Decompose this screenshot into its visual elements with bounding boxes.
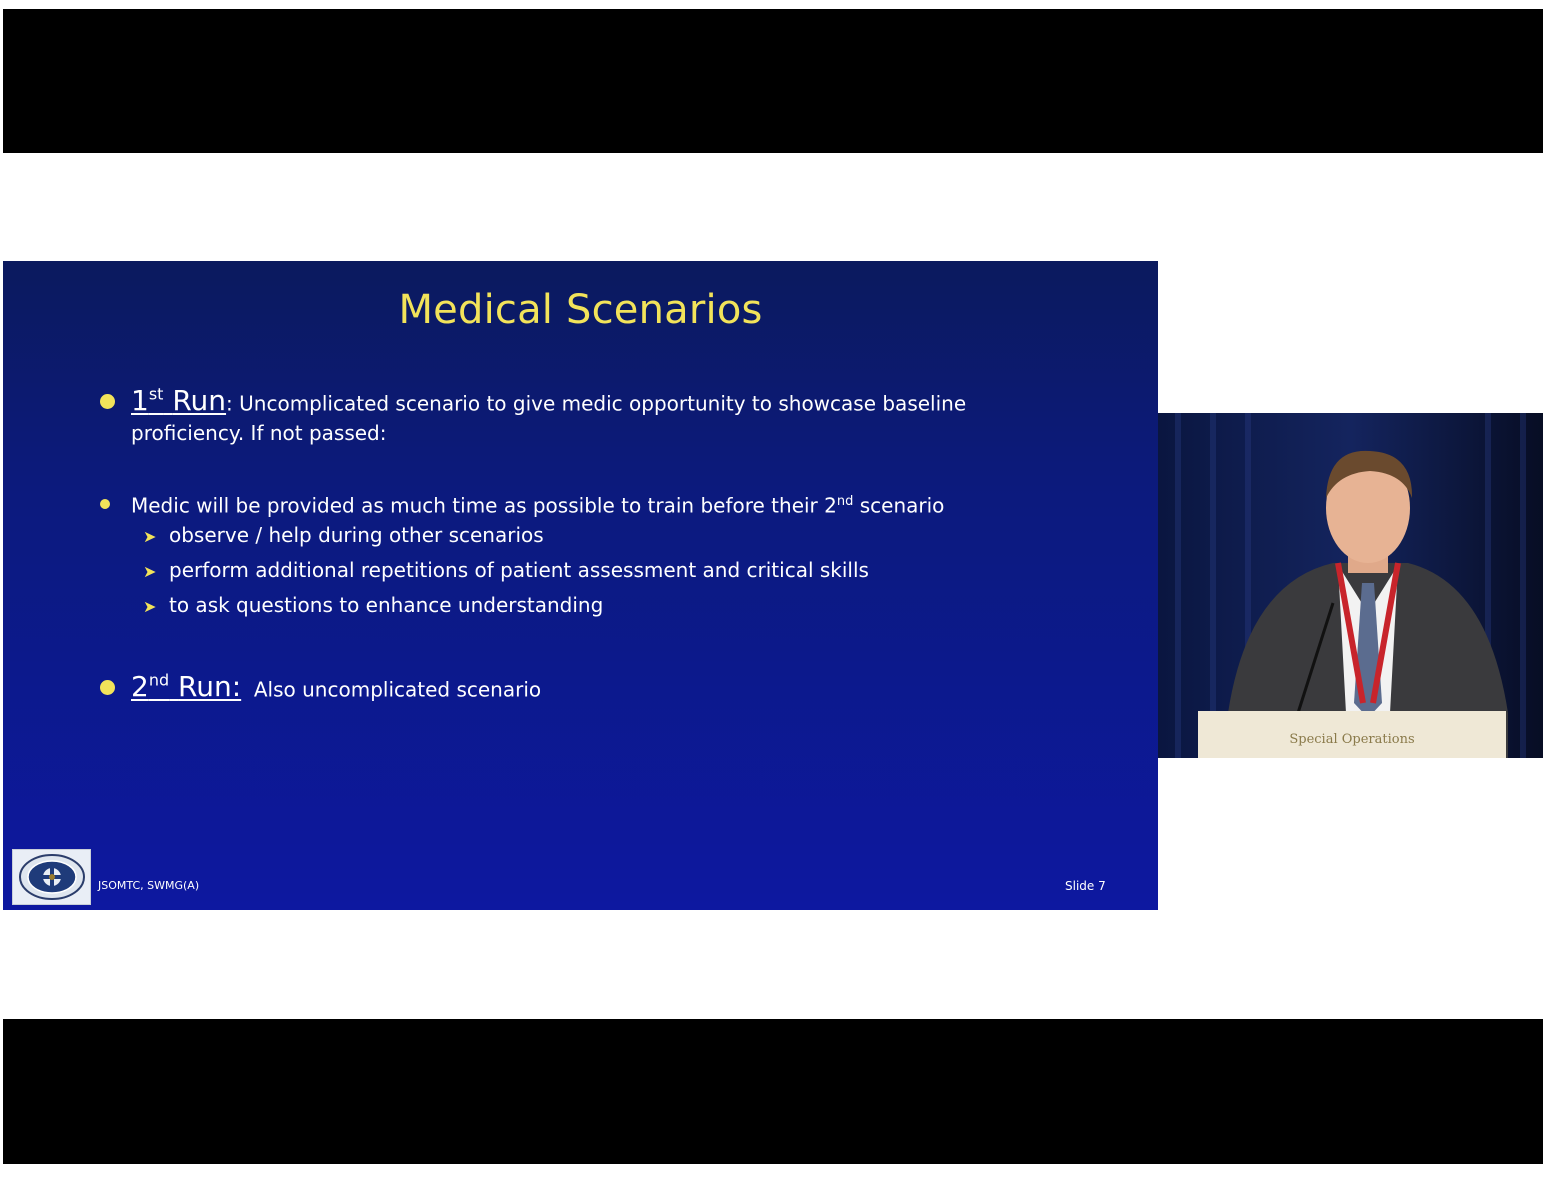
footer-organization: JSOMTC, SWMG(A): [98, 879, 200, 892]
bullet-dot: [100, 394, 115, 409]
arrow-bullet-icon: ➤: [143, 597, 157, 616]
second-run-description: Also uncomplicated scenario: [253, 677, 542, 702]
first-run-label: 1st Run: [131, 384, 227, 418]
podium-text: Special Operations: [1289, 732, 1415, 747]
sub-item-repetitions: ➤ perform additional repetitions of patient assessment and critical skills: [143, 558, 869, 582]
top-letterbox: [3, 9, 1543, 153]
bullet-dot: [100, 680, 115, 695]
sub-item-questions: ➤ to ask questions to enhance understanding: [143, 593, 604, 617]
bullet-second-run-text: [131, 665, 541, 705]
jsomtc-seal-icon: [12, 849, 91, 905]
first-run-description-line2: proficiency. If not passed:: [131, 421, 387, 445]
slide-title: Medical Scenarios: [398, 287, 763, 333]
bullet-first-run-text: [131, 379, 966, 419]
bullet-dot: [100, 499, 110, 509]
arrow-bullet-icon: ➤: [143, 562, 157, 581]
speaker-video: [1158, 413, 1543, 758]
presentation-slide: [3, 261, 1158, 910]
bottom-letterbox: [3, 1019, 1543, 1164]
bullet-medic-training-text: Medic will be provided as much time as possible to train before their 2nd scenario: [131, 493, 945, 518]
second-run-label: 2nd Run:: [131, 670, 242, 704]
first-run-description-line1: : Uncomplicated scenario to give medic opportunity to showcase baseline: [226, 391, 967, 416]
sub-item-observe: ➤ observe / help during other scenarios: [143, 523, 544, 547]
slide-number: Slide 7: [1065, 879, 1106, 893]
arrow-bullet-icon: ➤: [143, 527, 157, 546]
